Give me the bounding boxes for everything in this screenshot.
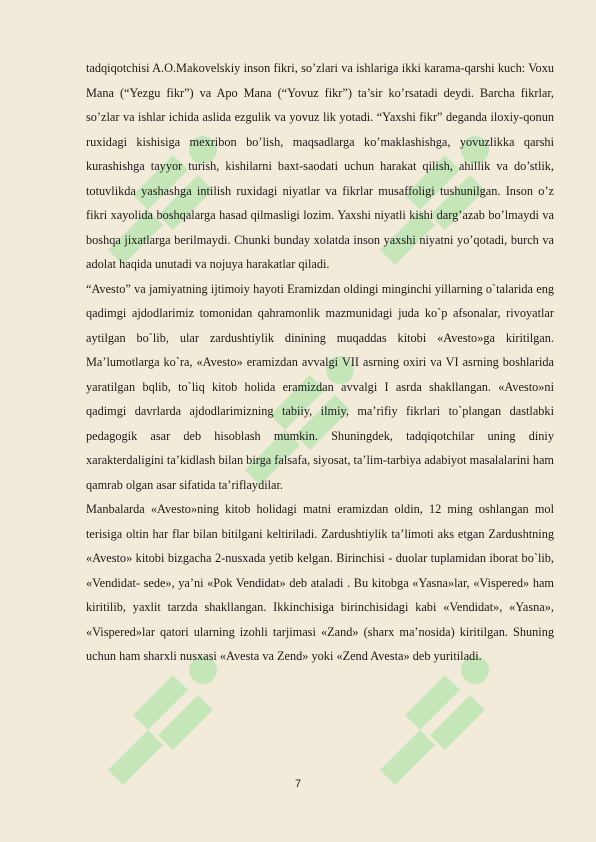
page-number: 7 <box>294 778 302 790</box>
body-text <box>86 56 554 669</box>
paragraph: Manbalarda «Avesto»ning kitob holidagi matni eramizdan oldin, 12 ming oshlangan mol terisiga oltin har flar bilan bitilgani keltiriladi. Zardushtiylik ta’limoti aks etgan Zardushtning «Avesto» kitobi bizgacha 2-nusxada yetib kelgan. Birinchisi - duolar tuplamidan iborat bo`lib, «Vendidat- sede», ya’ni «Pok Vendidat» deb ataladi . Bu kitobga «Yasna»lar, «Vispered» ham kiritilib, yaxlit tarzda shakllangan. Ikkinchisiga birinchisidagi kabi «Vendidat», «Yasna», «Vispered»lar qatori ularning izohli tarjimasi «Zand» (sharx ma’nosida) kiritilgan. Shuning uchun ham sharxli nusxasi «Avesta va Zend» yoki «Zend Avesta» deb yuritiladi. <box>86 502 554 663</box>
paragraph: tadqiqotchisi A.O.Makovelskiy inson fikri, so’zlari va ishlariga ikki karama-qarshi kuch: Voxu Mana (“Yezgu fikr”) va Apo Mana (“Yovuz fikr”) ta’sir ko’rsatadi deydi. Barcha fikrlar, so’zlar va ishlar ichida aslida ezgulik va yovuz lik yotadi. “Yaxshi fikr” deganda iloxiy-qonun ruxidagi kishisiga mexribon bo’lish, maqsadlarga ko’maklashishga, yovuzlikka qarshi kurashishga tayyor turish, kishilarni baxt-saodati uchun harakat qilish, ahillik va do’stlik, totuvlikda yashashga intilish ruxidagi niyatlar va fikrlar musaffoligi tushunilgan. Inson o’z fikri xayolida boshqalarga hasad qilmasligi lozim. Yaxshi niyatli kishi darg’azab bo’lmaydi va boshqa jixatlarga berilmaydi. Chunki bunday xolatda inson yaxshi niyatni yo’qotadi, burch va adolat haqida unutadi va nojuya harakatlar qiladi. <box>86 61 554 271</box>
paragraph: “Avesto” va jamiyatning ijtimoiy hayoti Eramizdan oldingi minginchi yillarning o`talarida eng qadimgi ajdodlarimiz tomonidan qahramonlik mazmunidagi juda ko`p afsonalar, rivoyatlar aytilgan bo`lib, ular zardushtiylik dinining muqaddas kitobi «Avesto»ga kiritilgan. Ma’lumotlarga ko`ra, «Avesto» eramizdan avvalgi VII asrning oxiri va VI asrning boshlarida yaratilgan bqlib, to`liq kitob holida eramizdan avvalgi I asrda shakllangan. «Avesto»ni qadimgi davrlarda ajdodlarimizning tabiiy, ilmiy, ma’rifiy fikrlari to`plangan dastlabki pedagogik asar deb hisoblash mumkin. Shuningdek, tadqiqotchilar uning diniy xarakterdaligini ta’kidlash bilan birga falsafa, siyosat, ta’lim-tarbiya adabiyot masalalarini ham qamrab olgan asar sifatida ta’riflaydilar. <box>86 281 554 492</box>
